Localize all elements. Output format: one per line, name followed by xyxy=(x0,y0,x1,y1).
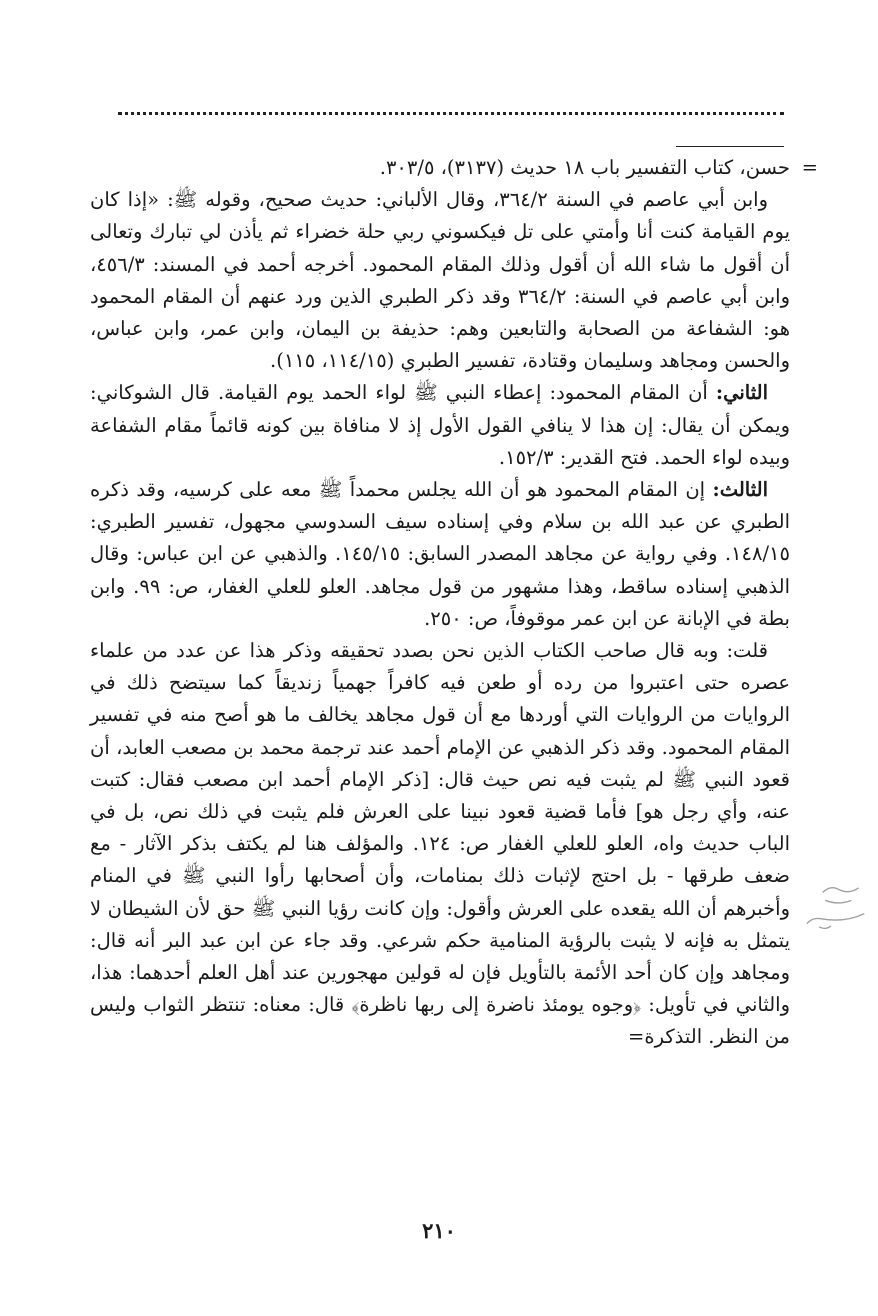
page-number: ٢١٠ xyxy=(422,1218,456,1243)
paragraph-label: الثالث: xyxy=(712,478,768,502)
handwritten-margin-note xyxy=(788,877,872,944)
paragraph-text: أن المقام المحمود: إعطاء النبي ﷺ لواء الحمد يوم القيامة. قال الشوكاني: ويمكن أن يقال: إن هذا لا ينافي القول الأول إذ لا منافاة بين كونه قائماً مقام الشفاعة وبيده لواء الحمد. فتح القدير: ١٥٢/٣. xyxy=(90,381,790,469)
footnote-text: حسن، كتاب التفسير باب ١٨ حديث (٣١٣٧)، ٣٠٣/٥. xyxy=(379,156,790,179)
dotted-separator xyxy=(118,112,784,129)
footnote-paragraph-1: وابن أبي عاصم في السنة ٣٦٤/٢، وقال الألباني: حديث صحيح، وقوله ﷺ: «إذا كان يوم القيامة كنت أنا وأمتي على تل فيكسوني ربي حلة خضراء ثم يأذن لي تبارك وتعالى أن أقول ما شاء الله أن أقول وذلك المقام المحمود. أخرجه أحمد في المسند: ٤٥٦/٣، وابن أبي عاصم في السنة: ٣٦٤/٢ وقد ذكر الطبري الذين ورد عنهم أن المقام المحمود هو: الشفاعة من الصحابة والتابعين وهم: حذيفة بن اليمان، وابن عمر، وابن عباس، والحسن ومجاهد وسليمان وقتادة، تفسير الطبري (١١٤/١٥، ١١٥). xyxy=(90,188,791,373)
footnote-rule xyxy=(676,146,784,147)
footnote-paragraph-2 xyxy=(90,377,790,474)
footnote-paragraph-4: قلت: وبه قال صاحب الكتاب الذين نحن بصدد تحقيقه وذكر هذا عن عدد من علماء عصره حتى اعتبروا من رده أو طعن فيه كافراً جهمياً زنديقاً كما سيتضح ذلك في الروايات من الروايات التي أوردها مع أن قول مجاهد يخالف ما هو أصح منه في تفسير المقام المحمود. وقد ذكر الذهبي عن الإمام أحمد عند ترجمة محمد بن مصعب العابد، أن قعود النبي ﷺ لم يثبت فيه نص حيث قال: [ذكر الإمام أحمد ابن مصعب فقال: كتبت عنه، وأي رجل هو] فأما قضية قعود نبينا على العرش فلم يثبت في ذلك نص، بل في الباب حديث واه، العلو للعلي الغفار ص: ١٢٤. والمؤلف هنا لم يكتف بذكر الآثار - مع ضعف طرقها - بل احتج لإثبات ذلك بمنامات، وأن أصحابها رأوا النبي ﷺ في المنام وأخبرهم أن الله يقعده على العرش وأقول: وإن كانت رؤيا النبي ﷺ حق لأن الشيطان لا يتمثل به فإنه لا يثبت بالرؤية المنامية حكم شرعي. وقد جاء عن ابن عبد البر أنه قال: ومجاهد وإن كان أحد الأئمة بالتأويل فإن له قولين مهجورين عند أهل العلم أحدهما: هذا، والثاني في تأويل: ﴿وجوه يومئذ ناضرة إلى ربها ناظرة﴾ قال: معناه: تنتظر الثواب وليس من النظر. التذكرة= xyxy=(90,639,790,1049)
footnote-line-1 xyxy=(90,152,818,184)
paragraph-text: إن المقام المحمود هو أن الله يجلس محمداً ﷺ معه على كرسيه، وقد ذكره الطبري عن عبد الله بن سلام وفي إسناده سيف السدوسي مجهول، تفسير الطبري: ١٤٨/١٥. وفي رواية عن مجاهد المصدر السابق: ١٤٥/١٥. والذهبي عن ابن عباس: وقال الذهبي إسناده ساقط، وهذا مشهور من قول مجاهد. العلو للعلي الغفار، ص: ٩٩. وابن بطة في الإبانة عن ابن عمر موقوفاً، ص: ٢٥٠. xyxy=(90,478,790,630)
paragraph-label: الثاني: xyxy=(715,381,768,405)
footnote-paragraph-3 xyxy=(90,474,790,635)
continuation-mark: = xyxy=(801,156,818,179)
footnote-body xyxy=(90,152,818,1054)
